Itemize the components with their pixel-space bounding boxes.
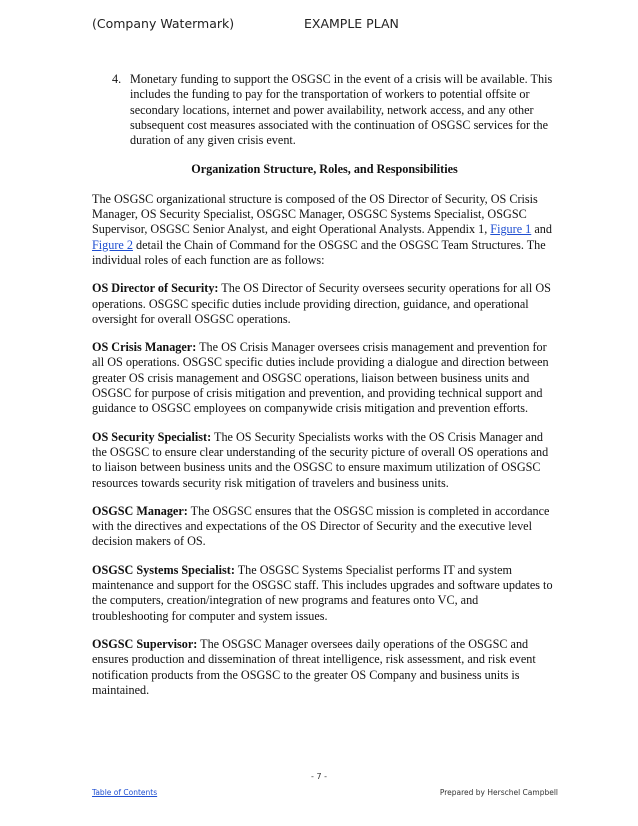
role-description: The OSGSC Systems Specialist performs IT and system maintenance and support for the OSGSC staff. This includes upgrades and software updates to the computers, creation/integration of new programs and features onto VC, and troubleshooting for computer and system issues.: [92, 562, 553, 623]
table-of-contents-link[interactable]: Table of Contents: [92, 788, 158, 797]
page-header: [92, 12, 562, 32]
role-crisis-manager: [92, 340, 557, 416]
role-description: The OSGSC ensures that the OSGSC mission is completed in accordance with the directives and expectations of the OS Director of Security and the executive level decision makers of OS.: [92, 503, 550, 549]
role-description: The OS Director of Security oversees security operations for all OS operations. OSGSC specific duties include providing direction, guidance, and operational oversight for overall OSGSC operations.: [92, 281, 551, 326]
role-description: The OS Crisis Manager oversees crisis management and prevention for all OS operations. OSGSC specific duties include providing a dialogue and direction between greater OS crisis management and OSGSC operations, liaison between business units and OSGSC for purpose of crisis mitigation and prevention, and providing technical support and guidance to OSGSC employees on companywide crisis mitigation and prevention efforts.: [92, 340, 549, 416]
role-description: The OSGSC Manager oversees daily operations of the OSGSC and ensures production and dissemination of threat intelligence, risk assessment, and risk event notification products from the OSGSC to the greater OS Company and business units is maintained.: [92, 636, 536, 697]
section-heading: Organization Structure, Roles, and Responsibilities: [191, 162, 458, 177]
role-description: The OS Security Specialists works with the OS Crisis Manager and the OSGSC to ensure clear understanding of the security picture of overall OS operations and to liaison between business units and the OSGSC to ensure maximum utilization of OSGSC resources towards security risk mitigation of travelers and business units.: [92, 429, 549, 490]
document-body: [92, 72, 557, 711]
role-osgsc-supervisor: [92, 637, 557, 698]
role-term: OS Security Specialist:: [92, 429, 212, 444]
role-term: OSGSC Systems Specialist:: [92, 562, 235, 577]
role-systems-specialist: [92, 563, 557, 624]
intro-text-2: and: [531, 222, 552, 237]
intro-text-1: The OSGSC organizational structure is composed of the OS Director of Security, OS Crisis Manager, OS Security Specialist, OSGSC Manager, OSGSC Systems Specialist, OSGSC Supervisor, OSGSC Senior Analyst, and eight Operational Analysts. Appendix 1,: [92, 191, 538, 237]
role-term: OSGSC Manager:: [92, 503, 188, 518]
role-term: OS Director of Security:: [92, 281, 219, 296]
intro-paragraph: [92, 192, 557, 268]
role-director-of-security: [92, 281, 557, 327]
figure-2-link[interactable]: Figure 2: [92, 237, 133, 252]
role-osgsc-manager: [92, 504, 557, 550]
list-item-text: Monetary funding to support the OSGSC in the event of a crisis will be available. This includes the funding to pay for the transportation of workers to potential offsite or secondary locations, internet and power availability, network access, and any other subsequent cost measures associated with the continuation of OSGSC services for the duration of any given crisis event.: [130, 72, 553, 148]
list-item: [112, 72, 557, 148]
header-title: EXAMPLE PLAN: [304, 16, 399, 31]
intro-text-3: detail the Chain of Command for the OSGSC and the OSGSC Team Structures. The individual roles of each function are as follows:: [92, 237, 546, 267]
figure-1-link[interactable]: Figure 1: [490, 222, 532, 237]
list-item-number: 4.: [112, 72, 122, 86]
prepared-by: Prepared by Herschel Campbell: [439, 788, 558, 797]
page-number: - 7 -: [311, 772, 327, 781]
role-term: OSGSC Supervisor:: [92, 636, 198, 651]
role-security-specialist: [92, 430, 557, 491]
header-watermark: (Company Watermark): [92, 16, 235, 31]
role-term: OS Crisis Manager:: [92, 340, 197, 355]
